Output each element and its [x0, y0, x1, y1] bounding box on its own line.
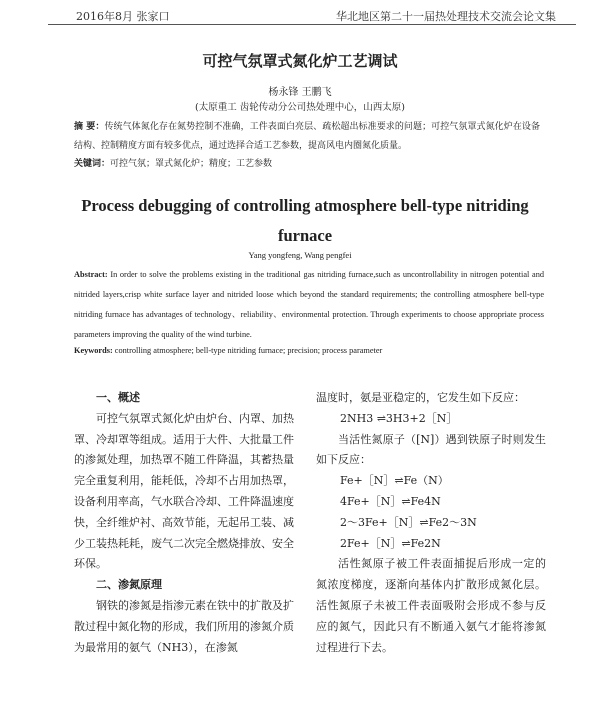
equation-2: Fe+［N］⇌Fe（N）: [340, 474, 449, 488]
header-rule: [48, 24, 576, 25]
english-title: Process debugging of controlling atmosphere bell-type nitriding furnace: [81, 196, 529, 245]
chinese-abstract-text: 传统气体氮化存在氮势控制不准确，工件表面白亮层、疏松超出标准要求的问题；可控气氛罩式氮化炉在设备结构、控制精度方面有较多优点，通过选择合适工艺参数，提高风电内圈氮化质量。: [74, 122, 540, 151]
section-2-paragraph: 钢铁的渗氮是指渗元素在铁中的扩散及扩散过程中氮化物的形成，我们所用的渗氮介质为最常用的氨气（NH3），在渗氮: [74, 598, 294, 654]
english-abstract-label: Abstract:: [74, 270, 108, 279]
section-1-paragraph: 可控气氛罩式氮化炉由炉台、内罩、加热罩、冷却罩等组成。适用于大件、大批量工件的渗氮处理，加热罩不随工件降温，其蓄热量完全重复利用，能耗低，冷却不占用加热罩，设备利用率高，气水联合冷却、工件降温速度快，全纤维炉衬、高效节能，无起吊工装、减少工装热耗耗，废气二次完全燃烧排放、安全环保。: [74, 411, 294, 571]
body-left-column: [74, 388, 294, 658]
right-paragraph-1: 温度时，氨是亚稳定的，它发生如下反应：: [316, 391, 525, 404]
chinese-keywords: [74, 156, 540, 169]
right-paragraph-3: 活性氮原子被工件表面捕捉后形成一定的氮浓度梯度，逐渐向基体内扩散形成氮化层。活性氮原子未被工件表面吸附会形成不参与反应的氮气，因此只有不断通入氨气才能将渗氮过程进行下去。: [316, 557, 546, 654]
equation-5: 2Fe+［N］⇌Fe2N: [340, 536, 441, 550]
english-keywords-text: controlling atmosphere; bell-type nitriding furnace; precision; process parameter: [112, 346, 383, 355]
chinese-abstract-label: 摘 要：: [74, 122, 105, 132]
running-header: [48, 6, 576, 24]
section-2-heading: 二、渗氮原理: [96, 578, 162, 592]
chinese-authors: 杨永锋 王鹏飞: [268, 87, 332, 98]
chinese-keywords-label: 关键词：: [74, 159, 111, 169]
equation-3: 4Fe+［N］⇌Fe4N: [340, 494, 441, 508]
chinese-title: 可控气氛罩式氮化炉工艺调试: [202, 52, 398, 70]
body-right-column: [316, 388, 546, 658]
section-1-heading: 一、概述: [96, 391, 140, 404]
equation-4: 2～3Fe+［N］⇌Fe2～3N: [340, 515, 477, 529]
english-abstract-text: In order to solve the problems existing in the traditional gas nitriding furnace,such as uncontrollability in nitrogen potential and nitrided layers,crisp white surface layer and nitrided loose which beyond the standard requirements; the controlling atmosphere bell-type nitriding furnace has advantages of technology、reliability、environmental protection. Through experiments to choose appropriate process parameters improving the quality of the wind turbine.: [74, 270, 544, 339]
english-abstract: [74, 265, 544, 345]
right-paragraph-2: 当活性氮原子（[N]）遇到铁原子时则发生如下反应：: [316, 432, 546, 467]
chinese-abstract: [74, 118, 540, 156]
english-keywords: [74, 346, 544, 355]
header-right: 华北地区第二十一届热处理技术交流会论文集: [336, 10, 556, 23]
header-left: 2016年8月 张家口: [76, 10, 170, 23]
chinese-keywords-text: 可控气氛；罩式氮化炉；精度；工艺参数: [110, 159, 273, 169]
english-authors: Yang yongfeng, Wang pengfei: [248, 250, 352, 260]
chinese-affiliation: (太原重工 齿轮传动分公司热处理中心，山西太原): [195, 102, 405, 113]
equation-1: 2NH3 ⇌3H3+2［N］: [340, 411, 458, 425]
english-keywords-label: Keywords:: [74, 346, 113, 355]
